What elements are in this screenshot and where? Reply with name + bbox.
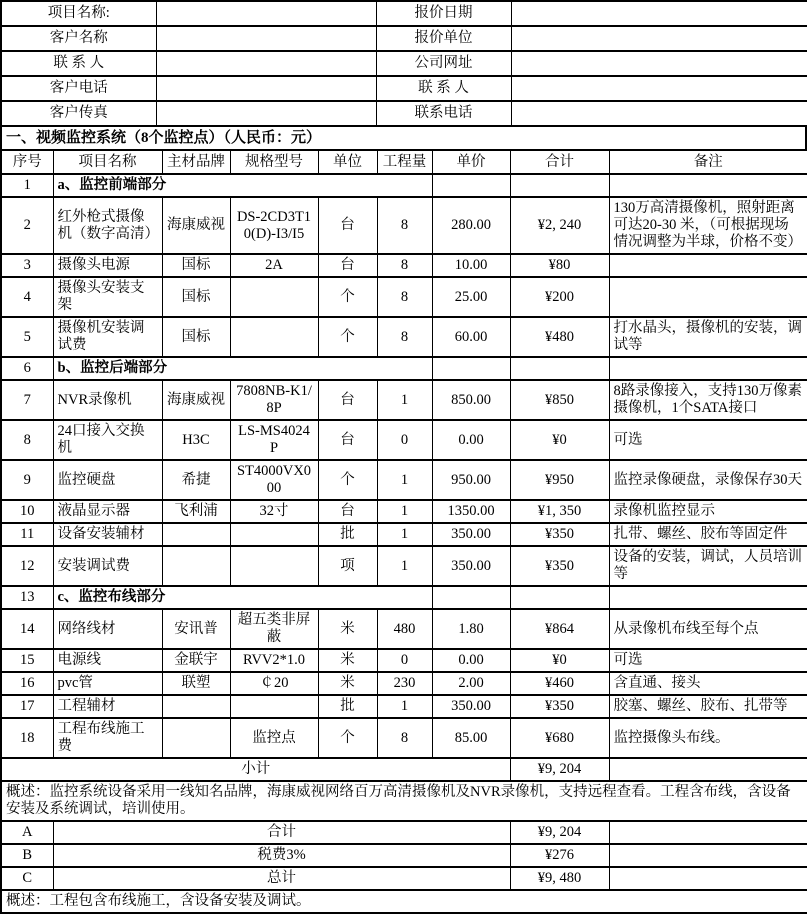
remark-cell: 录像机监控显示 bbox=[609, 500, 807, 523]
item-row bbox=[1, 317, 807, 357]
main-header-row bbox=[1, 150, 807, 174]
quantity-cell: 8 bbox=[377, 254, 432, 277]
total-cell: ¥200 bbox=[510, 277, 609, 317]
brand-cell: 国标 bbox=[162, 277, 230, 317]
info-label: 项目名称: bbox=[1, 1, 156, 26]
info-value-field[interactable] bbox=[511, 1, 807, 26]
unit-cell: 米 bbox=[318, 649, 377, 672]
info-value-field[interactable] bbox=[156, 76, 376, 101]
unit-cell: 个 bbox=[318, 277, 377, 317]
serial-cell: 5 bbox=[1, 317, 53, 357]
remark-cell bbox=[609, 867, 807, 890]
unit-cell: 项 bbox=[318, 546, 377, 586]
brand-cell: 希捷 bbox=[162, 460, 230, 500]
unit-cell: 个 bbox=[318, 317, 377, 357]
unit-price-cell: 1.80 bbox=[432, 609, 510, 649]
brand-cell: 国标 bbox=[162, 317, 230, 357]
spec-cell: 监控点 bbox=[230, 718, 318, 758]
serial-cell: 7 bbox=[1, 380, 53, 420]
unit-cell: 个 bbox=[318, 718, 377, 758]
item-name-cell: 液晶显示器 bbox=[53, 500, 162, 523]
column-header: 主材品牌 bbox=[162, 150, 230, 174]
remark-cell bbox=[609, 821, 807, 844]
quantity-cell: 0 bbox=[377, 649, 432, 672]
unit-cell: 米 bbox=[318, 672, 377, 695]
info-label: 客户传真 bbox=[1, 101, 156, 126]
remark-cell: 130万高清摄像机，照射距离可达20-30 米，（可根据现场情况调整为半球，价格不变） bbox=[609, 197, 807, 254]
section-row bbox=[1, 586, 807, 609]
item-row bbox=[1, 649, 807, 672]
item-row bbox=[1, 277, 807, 317]
item-row bbox=[1, 672, 807, 695]
item-name-cell: 设备安装辅材 bbox=[53, 523, 162, 546]
column-header: 项目名称 bbox=[53, 150, 162, 174]
total-cell: ¥864 bbox=[510, 609, 609, 649]
spec-cell: DS-2CD3T10(D)-I3/I5 bbox=[230, 197, 318, 254]
spec-cell: 7808NB-K1/8P bbox=[230, 380, 318, 420]
remark-cell: 设备的安装，调试，人员培训等 bbox=[609, 546, 807, 586]
quantity-cell: 480 bbox=[377, 609, 432, 649]
remark-cell bbox=[609, 174, 807, 197]
info-label: 报价日期 bbox=[376, 1, 511, 26]
section-title-cell: a、监控前端部分 bbox=[53, 174, 432, 197]
remark-cell: 从录像机布线至每个点 bbox=[609, 609, 807, 649]
section-row bbox=[1, 174, 807, 197]
brand-cell bbox=[162, 695, 230, 718]
total-cell: ¥850 bbox=[510, 380, 609, 420]
summary-code-cell: C bbox=[1, 867, 53, 890]
info-table bbox=[0, 0, 807, 127]
remark-cell: 监控录像硬盘，录像保存30天 bbox=[609, 460, 807, 500]
total-cell bbox=[510, 357, 609, 380]
total-cell: ¥950 bbox=[510, 460, 609, 500]
unit-price-cell: 350.00 bbox=[432, 546, 510, 586]
item-name-cell: 摄像机安装调试费 bbox=[53, 317, 162, 357]
remark-cell: 含直通、接头 bbox=[609, 672, 807, 695]
total-cell: ¥2, 240 bbox=[510, 197, 609, 254]
info-value-field[interactable] bbox=[156, 1, 376, 26]
serial-cell: 14 bbox=[1, 609, 53, 649]
item-row bbox=[1, 254, 807, 277]
total-cell: ¥480 bbox=[510, 317, 609, 357]
quantity-cell: 1 bbox=[377, 500, 432, 523]
section-title: 一、视频监控系统（8个监控点）（人民币：元） bbox=[0, 127, 807, 149]
serial-cell: 2 bbox=[1, 197, 53, 254]
total-cell bbox=[510, 174, 609, 197]
subtotal-label-cell: 小计 bbox=[1, 758, 510, 781]
brand-cell bbox=[162, 546, 230, 586]
unit-cell: 台 bbox=[318, 254, 377, 277]
remark-cell bbox=[609, 758, 807, 781]
info-label: 联 系 人 bbox=[1, 51, 156, 76]
remark-cell: 可选 bbox=[609, 649, 807, 672]
info-row bbox=[1, 101, 807, 126]
quantity-cell: 1 bbox=[377, 695, 432, 718]
item-name-cell: 红外枪式摄像机（数字高清） bbox=[53, 197, 162, 254]
remark-cell: 监控摄像头布线。 bbox=[609, 718, 807, 758]
total-cell: ¥350 bbox=[510, 523, 609, 546]
spec-cell bbox=[230, 277, 318, 317]
quantity-cell: 1 bbox=[377, 546, 432, 586]
item-row bbox=[1, 500, 807, 523]
unit-price-cell: 60.00 bbox=[432, 317, 510, 357]
info-value-field[interactable] bbox=[156, 101, 376, 126]
note-row bbox=[1, 890, 807, 913]
unit-price-cell: 0.00 bbox=[432, 420, 510, 460]
unit-price-cell: 350.00 bbox=[432, 523, 510, 546]
unit-price-cell: 280.00 bbox=[432, 197, 510, 254]
spec-cell bbox=[230, 523, 318, 546]
serial-cell: 9 bbox=[1, 460, 53, 500]
remark-cell bbox=[609, 586, 807, 609]
main-table bbox=[0, 149, 807, 914]
info-value-field[interactable] bbox=[511, 76, 807, 101]
column-header: 规格型号 bbox=[230, 150, 318, 174]
section-title-cell: b、监控后端部分 bbox=[53, 357, 432, 380]
summary-amount-cell: ¥9, 204 bbox=[510, 821, 609, 844]
remark-cell: 扎带、螺丝、胶布等固定件 bbox=[609, 523, 807, 546]
quantity-cell: 230 bbox=[377, 672, 432, 695]
unit-cell: 批 bbox=[318, 695, 377, 718]
unit-cell: 米 bbox=[318, 609, 377, 649]
column-header: 单价 bbox=[432, 150, 510, 174]
brand-cell bbox=[162, 718, 230, 758]
info-table-body bbox=[1, 1, 807, 126]
quantity-cell: 1 bbox=[377, 380, 432, 420]
brand-cell: 飞利浦 bbox=[162, 500, 230, 523]
summary-row bbox=[1, 844, 807, 867]
serial-cell: 13 bbox=[1, 586, 53, 609]
brand-cell: 金联宇 bbox=[162, 649, 230, 672]
note-cell: 概述：监控系统设备采用一线知名品牌，海康威视网络百万高清摄像机及NVR录像机，支持远程查看。工程含布线，含设备安装及系统调试，培训使用。 bbox=[1, 781, 807, 821]
spec-cell: 2A bbox=[230, 254, 318, 277]
spec-cell: LS-MS4024P bbox=[230, 420, 318, 460]
item-name-cell: 摄像头安装支架 bbox=[53, 277, 162, 317]
remark-cell: 打水晶头，摄像机的安装，调试等 bbox=[609, 317, 807, 357]
remark-cell: 8路录像接入，支持130万像素摄像机，1个SATA接口 bbox=[609, 380, 807, 420]
quantity-cell: 1 bbox=[377, 523, 432, 546]
serial-cell: 4 bbox=[1, 277, 53, 317]
item-row bbox=[1, 609, 807, 649]
summary-amount-cell: ¥276 bbox=[510, 844, 609, 867]
serial-cell: 8 bbox=[1, 420, 53, 460]
serial-cell: 6 bbox=[1, 357, 53, 380]
item-name-cell: 网络线材 bbox=[53, 609, 162, 649]
item-row bbox=[1, 460, 807, 500]
serial-cell: 15 bbox=[1, 649, 53, 672]
quantity-cell: 8 bbox=[377, 718, 432, 758]
spec-cell: 超五类非屏蔽 bbox=[230, 609, 318, 649]
info-value-field[interactable] bbox=[511, 26, 807, 51]
item-name-cell: 工程布线施工费 bbox=[53, 718, 162, 758]
brand-cell: H3C bbox=[162, 420, 230, 460]
quantity-cell: 8 bbox=[377, 317, 432, 357]
item-name-cell: 24口接入交换机 bbox=[53, 420, 162, 460]
unit-price-cell: 25.00 bbox=[432, 277, 510, 317]
serial-cell: 17 bbox=[1, 695, 53, 718]
quantity-cell: 0 bbox=[377, 420, 432, 460]
remark-cell bbox=[609, 277, 807, 317]
item-name-cell: 监控硬盘 bbox=[53, 460, 162, 500]
spec-cell bbox=[230, 317, 318, 357]
brand-cell: 海康威视 bbox=[162, 380, 230, 420]
section-title-cell: c、监控布线部分 bbox=[53, 586, 432, 609]
info-label: 客户电话 bbox=[1, 76, 156, 101]
unit-price-cell: 350.00 bbox=[432, 695, 510, 718]
brand-cell: 国标 bbox=[162, 254, 230, 277]
unit-price-cell: 0.00 bbox=[432, 649, 510, 672]
quantity-cell: 8 bbox=[377, 197, 432, 254]
unit-cell: 台 bbox=[318, 197, 377, 254]
unit-price-cell: 10.00 bbox=[432, 254, 510, 277]
serial-cell: 1 bbox=[1, 174, 53, 197]
total-cell: ¥1, 350 bbox=[510, 500, 609, 523]
total-cell: ¥0 bbox=[510, 420, 609, 460]
summary-label-cell: 合计 bbox=[53, 821, 510, 844]
unit-price-cell bbox=[432, 586, 510, 609]
info-value-field[interactable] bbox=[511, 101, 807, 126]
column-header: 备注 bbox=[609, 150, 807, 174]
info-value-field[interactable] bbox=[511, 51, 807, 76]
serial-cell: 18 bbox=[1, 718, 53, 758]
spec-cell bbox=[230, 695, 318, 718]
info-label: 公司网址 bbox=[376, 51, 511, 76]
unit-price-cell: 85.00 bbox=[432, 718, 510, 758]
item-row bbox=[1, 197, 807, 254]
total-cell: ¥80 bbox=[510, 254, 609, 277]
total-cell: ¥680 bbox=[510, 718, 609, 758]
brand-cell bbox=[162, 523, 230, 546]
total-cell: ¥350 bbox=[510, 546, 609, 586]
item-name-cell: NVR录像机 bbox=[53, 380, 162, 420]
brand-cell: 海康威视 bbox=[162, 197, 230, 254]
unit-price-cell bbox=[432, 357, 510, 380]
serial-cell: 10 bbox=[1, 500, 53, 523]
serial-cell: 12 bbox=[1, 546, 53, 586]
spec-cell: ￠20 bbox=[230, 672, 318, 695]
item-name-cell: 电源线 bbox=[53, 649, 162, 672]
remark-cell bbox=[609, 844, 807, 867]
info-value-field[interactable] bbox=[156, 26, 376, 51]
total-cell: ¥350 bbox=[510, 695, 609, 718]
unit-price-cell bbox=[432, 174, 510, 197]
spec-cell: 32寸 bbox=[230, 500, 318, 523]
unit-price-cell: 1350.00 bbox=[432, 500, 510, 523]
column-header: 合计 bbox=[510, 150, 609, 174]
spec-cell bbox=[230, 546, 318, 586]
unit-cell: 台 bbox=[318, 500, 377, 523]
total-cell bbox=[510, 586, 609, 609]
section-row bbox=[1, 357, 807, 380]
item-name-cell: pvc管 bbox=[53, 672, 162, 695]
serial-cell: 3 bbox=[1, 254, 53, 277]
unit-cell: 批 bbox=[318, 523, 377, 546]
info-label: 联 系 人 bbox=[376, 76, 511, 101]
unit-cell: 台 bbox=[318, 420, 377, 460]
spec-cell: RVV2*1.0 bbox=[230, 649, 318, 672]
serial-cell: 16 bbox=[1, 672, 53, 695]
subtotal-amount-cell: ¥9, 204 bbox=[510, 758, 609, 781]
quantity-cell: 1 bbox=[377, 460, 432, 500]
info-row bbox=[1, 51, 807, 76]
unit-price-cell: 850.00 bbox=[432, 380, 510, 420]
info-label: 联系电话 bbox=[376, 101, 511, 126]
item-row bbox=[1, 420, 807, 460]
quantity-cell: 8 bbox=[377, 277, 432, 317]
item-row bbox=[1, 380, 807, 420]
unit-cell: 台 bbox=[318, 380, 377, 420]
remark-cell bbox=[609, 357, 807, 380]
info-row bbox=[1, 26, 807, 51]
info-row bbox=[1, 76, 807, 101]
subtotal-row bbox=[1, 758, 807, 781]
info-value-field[interactable] bbox=[156, 51, 376, 76]
column-header: 序号 bbox=[1, 150, 53, 174]
note-cell: 概述：工程包含布线施工，含设备安装及调试。 bbox=[1, 890, 807, 913]
item-row bbox=[1, 523, 807, 546]
summary-label-cell: 总计 bbox=[53, 867, 510, 890]
item-name-cell: 摄像头电源 bbox=[53, 254, 162, 277]
summary-label-cell: 税费3% bbox=[53, 844, 510, 867]
total-cell: ¥0 bbox=[510, 649, 609, 672]
unit-price-cell: 2.00 bbox=[432, 672, 510, 695]
brand-cell: 安讯普 bbox=[162, 609, 230, 649]
note-row bbox=[1, 781, 807, 821]
remark-cell: 可选 bbox=[609, 420, 807, 460]
serial-cell: 11 bbox=[1, 523, 53, 546]
summary-code-cell: B bbox=[1, 844, 53, 867]
total-cell: ¥460 bbox=[510, 672, 609, 695]
summary-code-cell: A bbox=[1, 821, 53, 844]
spec-cell: ST4000VX000 bbox=[230, 460, 318, 500]
item-row bbox=[1, 718, 807, 758]
unit-price-cell: 950.00 bbox=[432, 460, 510, 500]
item-row bbox=[1, 546, 807, 586]
info-label: 报价单位 bbox=[376, 26, 511, 51]
info-row bbox=[1, 1, 807, 26]
remark-cell bbox=[609, 254, 807, 277]
item-name-cell: 工程辅材 bbox=[53, 695, 162, 718]
brand-cell: 联塑 bbox=[162, 672, 230, 695]
item-name-cell: 安装调试费 bbox=[53, 546, 162, 586]
unit-cell: 个 bbox=[318, 460, 377, 500]
summary-amount-cell: ¥9, 480 bbox=[510, 867, 609, 890]
summary-row bbox=[1, 867, 807, 890]
column-header: 工程量 bbox=[377, 150, 432, 174]
item-row bbox=[1, 695, 807, 718]
summary-row bbox=[1, 821, 807, 844]
info-label: 客户名称 bbox=[1, 26, 156, 51]
remark-cell: 胶塞、螺丝、胶布、扎带等 bbox=[609, 695, 807, 718]
column-header: 单位 bbox=[318, 150, 377, 174]
